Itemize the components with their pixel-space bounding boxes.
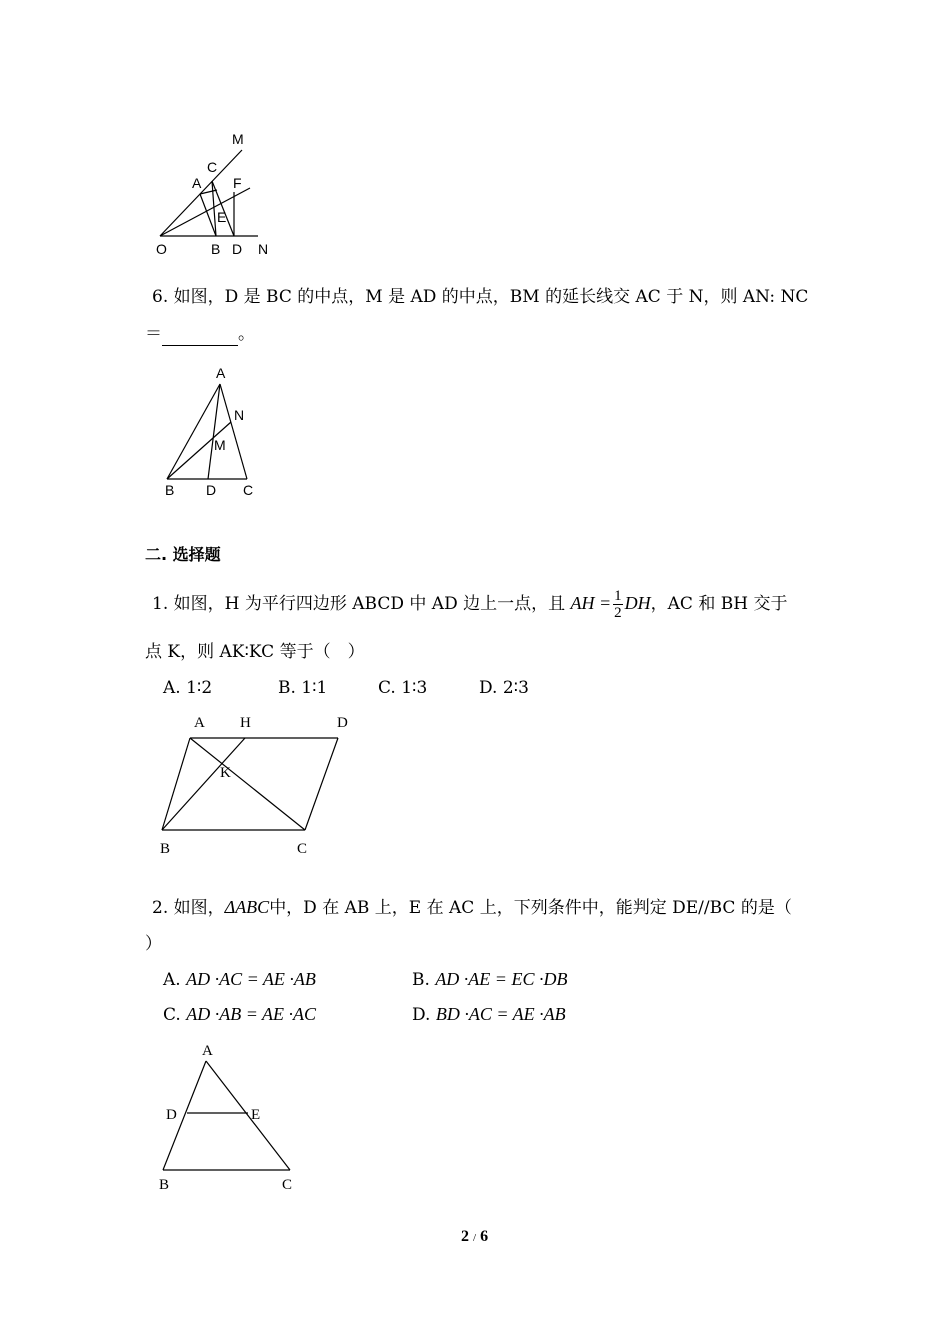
section-heading: 二. 选择题 <box>145 545 221 564</box>
q6-line2 <box>145 322 255 346</box>
label-O: O <box>156 241 167 257</box>
page-number <box>461 1228 488 1246</box>
mc2-triangle: ΔABC <box>224 897 270 917</box>
mc2-stem: 2. 如图， <box>152 898 225 918</box>
q6-answer-blank <box>162 329 238 346</box>
label-H: H <box>240 715 251 731</box>
label-A: A <box>194 715 205 731</box>
label-B: B <box>165 482 175 498</box>
label-A: A <box>192 175 202 191</box>
mc2-line2: ） <box>145 934 162 954</box>
label-A: A <box>202 1043 213 1059</box>
label-B: B <box>211 241 221 257</box>
label-M: M <box>232 131 244 147</box>
label-B: B <box>159 1177 170 1193</box>
option-letter: A. <box>163 970 181 990</box>
figure-mc1 <box>150 708 370 860</box>
label-N: N <box>258 241 269 257</box>
mc1-option-a: A. 1∶2 <box>163 678 213 698</box>
label-C: C <box>207 159 218 175</box>
fraction-denominator: 2 <box>614 605 622 622</box>
label-K: K <box>220 765 231 781</box>
label-D: D <box>337 715 348 731</box>
label-D: D <box>232 241 243 257</box>
label-C: C <box>282 1177 293 1193</box>
mc2-option-b <box>412 967 567 992</box>
mc1-option-b: B. 1∶1 <box>278 678 328 698</box>
label-B: B <box>160 841 171 857</box>
label-F: F <box>233 175 242 191</box>
label-E: E <box>217 209 227 225</box>
formula-lhs: AH = <box>570 593 612 613</box>
mc1-stem-end: ，AC 和 BH 交于 <box>650 594 788 614</box>
label-C: C <box>297 841 308 857</box>
label-A: A <box>216 365 226 381</box>
mc1-option-d: D. 2∶3 <box>479 678 529 698</box>
mc2-line1 <box>152 895 792 920</box>
q6-period: 。 <box>238 324 255 344</box>
figure-q5 <box>150 128 280 258</box>
formula-rhs: DH <box>624 593 651 613</box>
mc1-line2: 点 K，则 AK∶KC 等于（ ） <box>145 642 365 662</box>
label-C: C <box>243 482 254 498</box>
figure-mc2 <box>150 1038 310 1198</box>
mc2-option-c <box>163 1002 316 1027</box>
label-D: D <box>206 482 217 498</box>
mc2-option-a <box>163 967 316 992</box>
label-M: M <box>214 437 226 453</box>
option-letter: D. <box>412 1005 431 1025</box>
fraction-one-half <box>613 588 623 621</box>
label-D: D <box>166 1107 177 1123</box>
q6-equals: ＝ <box>145 324 162 344</box>
option-formula: AD ·AC = AE ·AB <box>186 969 316 989</box>
option-letter: B. <box>412 970 430 990</box>
option-letter: C. <box>163 1005 181 1025</box>
mc2-stem-end: 中，D 在 AB 上，E 在 AC 上，下列条件中，能判定 DE//BC 的是（ <box>269 898 792 918</box>
mc1-stem: 1. 如图，H 为平行四边形 ABCD 中 AD 边上一点，且 <box>152 594 566 614</box>
option-formula: AD ·AB = AE ·AC <box>186 1004 317 1024</box>
mc2-option-d <box>412 1002 566 1027</box>
label-N: N <box>234 407 245 423</box>
page-current: 2 <box>461 1228 469 1245</box>
option-formula: AD ·AE = EC ·DB <box>435 969 568 989</box>
page-total: 6 <box>480 1228 489 1245</box>
q6-line1: 6. 如图，D 是 BC 的中点，M 是 AD 的中点，BM 的延长线交 AC 于 N，则 AN: NC <box>152 287 809 307</box>
mc1-option-c: C. 1∶3 <box>378 678 428 698</box>
mc1-formula <box>570 588 651 622</box>
figure-q6 <box>155 362 270 500</box>
fraction-numerator: 1 <box>614 588 622 605</box>
mc1-line1 <box>152 588 787 621</box>
label-E: E <box>251 1107 261 1123</box>
page-separator: / <box>473 1232 477 1244</box>
option-formula: BD ·AC = AE ·AB <box>435 1004 566 1024</box>
